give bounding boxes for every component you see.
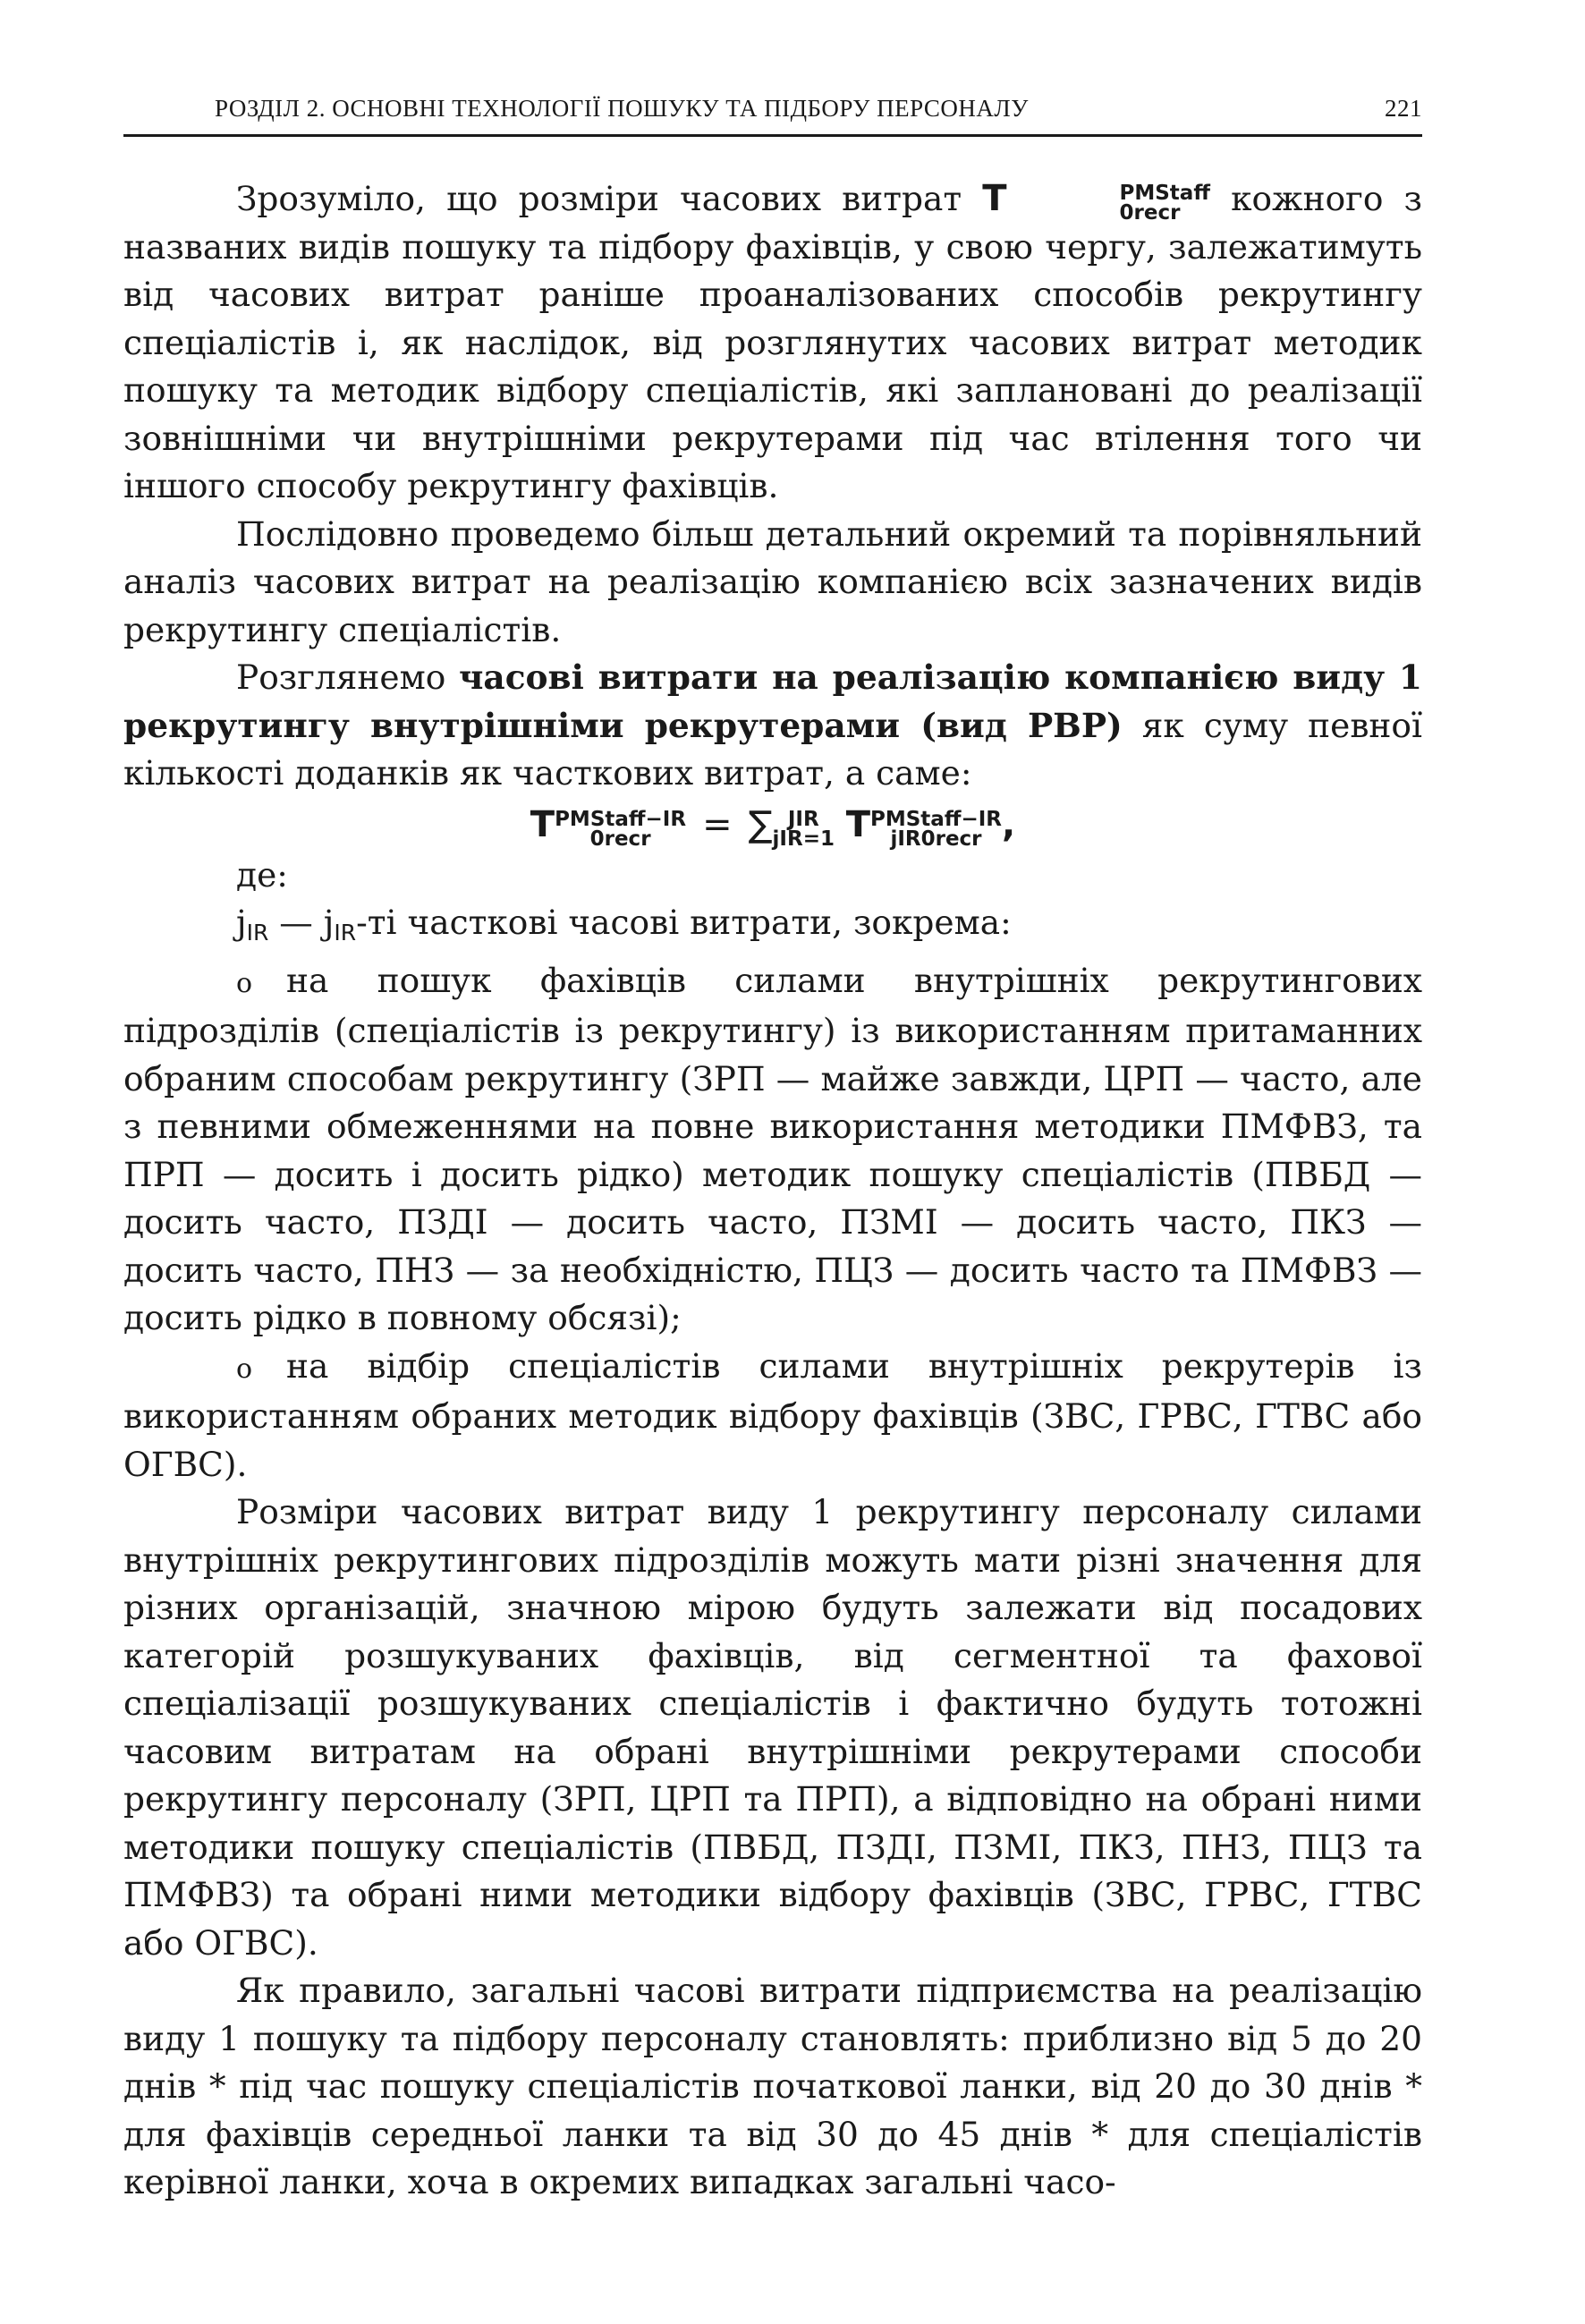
symbol-subscript: 0recr	[1119, 201, 1181, 225]
bullet-marker: o	[236, 967, 253, 999]
symbol-superscript: PMStaff	[1119, 182, 1210, 205]
formula-rhs-letter: T	[845, 803, 870, 845]
formula	[123, 798, 1422, 852]
formula-sum-upper: JIR	[787, 807, 819, 831]
formula-sum-limits	[772, 807, 835, 851]
formula-equals: =	[702, 803, 733, 845]
formula-rhs-sup: PMStaff−IR	[870, 807, 1002, 831]
list-item	[123, 957, 1422, 1343]
paragraph-1	[123, 175, 1422, 511]
formula-lhs-sup: PMStaff−IR	[555, 807, 687, 831]
formula-lhs	[530, 803, 687, 851]
running-header	[123, 89, 1422, 131]
partial-j-sub: IR	[246, 920, 269, 946]
chapter-title: РОЗДІЛ 2. ОСНОВНІ ТЕХНОЛОГІЇ ПОШУКУ ТА ПІДБОРУ ПЕРСОНАЛУ	[215, 95, 1029, 122]
body-text	[123, 175, 1422, 2207]
p3-text-end: як суму певної кількості доданків як часткових витрат, а саме:	[123, 705, 1422, 793]
formula-sum-lower: jIR=1	[772, 827, 835, 851]
formula-rhs-indices	[870, 807, 1002, 851]
formula-lhs-letter: T	[530, 803, 555, 845]
p1-text-start: Зрозуміло, що розміри часових витрат	[236, 179, 983, 218]
partial-dash: —	[268, 903, 324, 942]
paragraph-5: Як правило, загальні часові витрати підприємства на реалізацію виду 1 пошуку та підбору персоналу становлять: приблизно від 5 до 20 днів * під час пошуку спеціалістів початкової ланки, від 20 до 30 днів * для фахівців середньої ланки та від 30 до 45 днів * для спеціалістів керівної ланки, хоча в окремих випадках загальні часо-	[123, 1971, 1422, 2201]
partial-j2: j	[323, 903, 335, 942]
formula-comma: ,	[1002, 803, 1016, 845]
p3-text-start: Розглянемо	[236, 657, 459, 697]
partial-costs-line	[123, 899, 1422, 957]
page-number: 221	[1385, 95, 1422, 122]
header-rule	[123, 134, 1422, 137]
partial-text: -ті часткові часові витрати, зокрема:	[356, 903, 1012, 942]
list-item	[123, 1343, 1422, 1489]
p1-text-end: кожного з названих видів пошуку та підбору фахівців, у свою чергу, залежатимуть від часових витрат раніше проаналізованих способів рекрутингу спеціалістів і, як наслідок, від розглянутих часових витрат методик пошуку та методик відбору спеціалістів, які заплановані до реалізації зовнішніми чи внутрішніми рекрутерами під час втілення того чи іншого способу рекрутингу фахівців.	[123, 179, 1422, 505]
p3-bold-term: часові витрати на реалізацію компанією виду 1 рекрутингу внутрішніми рекрутерами (вид РВР)	[123, 657, 1422, 745]
formula-lhs-sub: 0recr	[589, 827, 651, 851]
bullet-text: на пошук фахівців силами внутрішніх рекрутингових підрозділів (спеціалістів із рекрутингу) із використанням притаманних обраним способам рекрутингу (ЗРП — майже завжди, ЦРП — часто, але з певними обмеженнями на повне використання методики ПМФВЗ, та ПРП — досить і досить рідко) методик пошуку спеціалістів (ПВБД — досить часто, ПЗДІ — досить часто, ПЗМІ — досить часто, ПКЗ — досить часто, ПНЗ — за необхідністю, ПЦЗ — досить часто та ПМФВЗ — досить рідко в повному обсязі);	[123, 960, 1422, 1337]
symbol-indices	[1007, 183, 1210, 223]
paragraph-3	[123, 654, 1422, 798]
paragraph-4: Розміри часових витрат виду 1 рекрутингу персоналу силами внутрішніх рекрутингових підрозділів можуть мати різні значення для різних організацій, значною мірою будуть залежати від посадових категорій розшукуваних фахівців, від сегментної та фахової спеціалізації розшукуваних спеціалістів і фактично будуть тотожні часовим витратам на обрані внутрішніми рекрутерами способи рекрутингу персоналу (ЗРП, ЦРП та ПРП), а відповідно на обрані ними методики пошуку спеціалістів (ПВБД, ПЗДІ, ПЗМІ, ПКЗ, ПНЗ, ПЦЗ та ПМФВЗ) та обрані ними методики відбору фахівців (ЗВС, ГРВС, ГТВС або ОГВС).	[123, 1492, 1422, 1963]
paragraph-2: Послідовно проведемо більш детальний окремий та порівняльний аналіз часових витрат на реалізацію компанією всіх зазначених видів рекрутингу спеціалістів.	[123, 513, 1422, 649]
bullet-marker: o	[236, 1353, 253, 1385]
symbol-t-letter: T	[982, 178, 1007, 219]
formula-rhs	[845, 803, 1002, 851]
formula-lhs-indices	[555, 807, 687, 851]
formula-rhs-sub: jIR0recr	[890, 827, 982, 851]
partial-j2-sub: IR	[334, 920, 357, 946]
bullet-text: на відбір спеціалістів силами внутрішніх рекрутерів із використанням обраних методик відбору фахівців (ЗВС, ГРВС, ГТВС або ОГВС).	[123, 1345, 1422, 1484]
symbol-t-pmstaff	[982, 178, 1210, 225]
where-label: де:	[236, 854, 288, 895]
partial-j: j	[236, 903, 247, 942]
formula-sum-sign: ∑	[748, 803, 773, 845]
